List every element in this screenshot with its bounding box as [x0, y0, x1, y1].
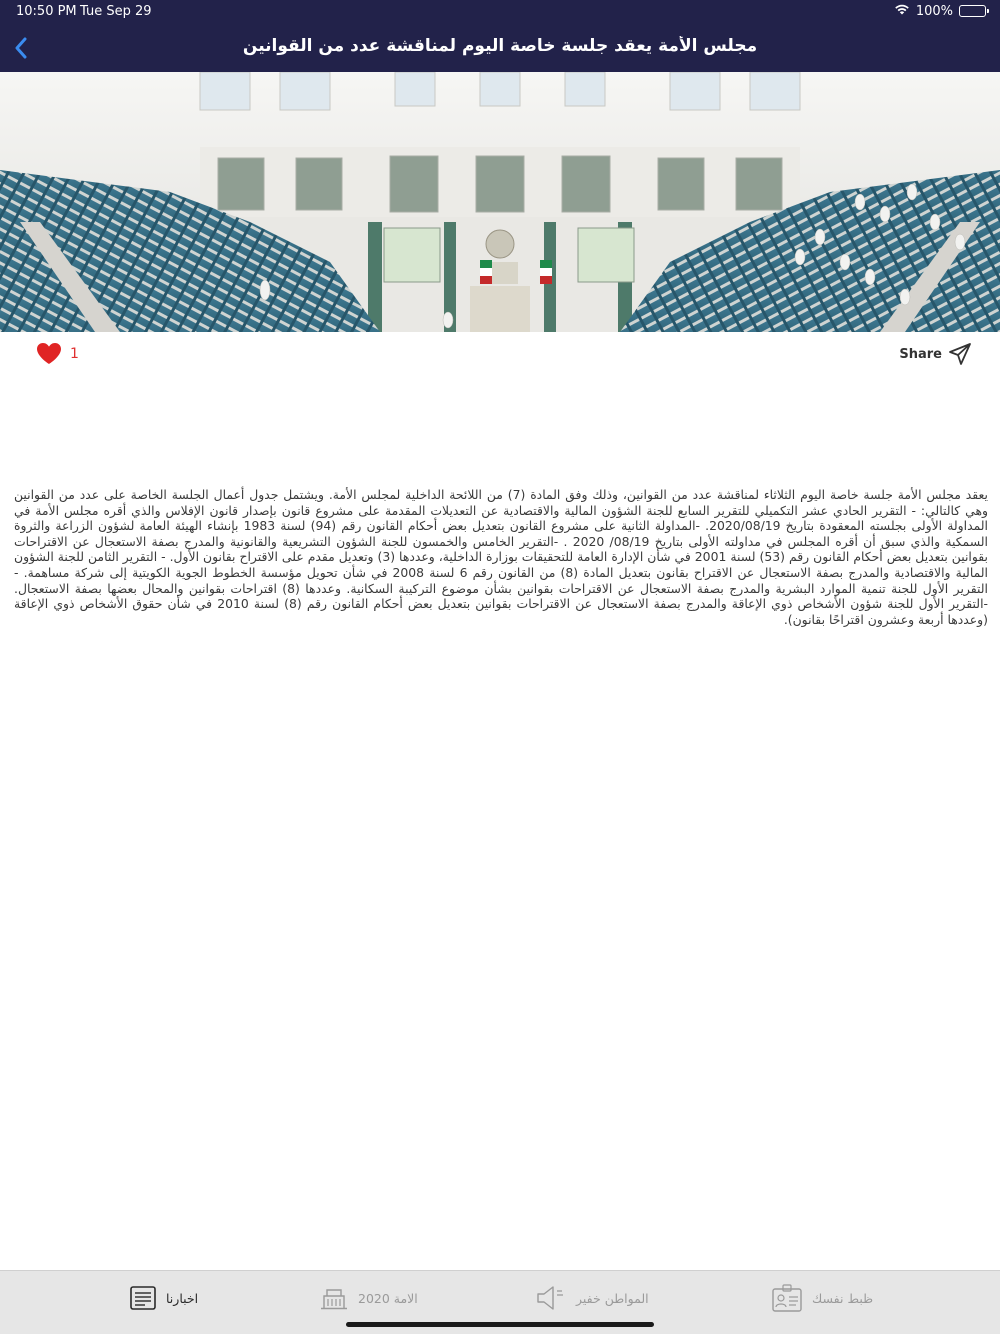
- wifi-icon: [894, 3, 910, 19]
- article-hero-image: [0, 72, 1000, 332]
- share-label: Share: [899, 346, 942, 362]
- parliament-building-icon: [320, 1286, 348, 1310]
- like-count: 1: [70, 345, 79, 362]
- status-date: Tue Sep 29: [80, 4, 152, 19]
- battery-icon: [959, 5, 986, 17]
- tab-news[interactable]: [130, 1283, 198, 1313]
- status-time: 10:50 PM: [16, 4, 77, 19]
- tab-citizen-guard[interactable]: [536, 1283, 649, 1313]
- news-list-icon: [130, 1286, 156, 1310]
- paper-plane-icon: [948, 342, 972, 366]
- status-indicators: [894, 3, 986, 19]
- tab-citizen-guard-label: المواطن خفير: [576, 1290, 649, 1306]
- chevron-left-icon: [14, 37, 28, 59]
- home-indicator[interactable]: [346, 1322, 654, 1327]
- battery-percent: 100%: [915, 3, 953, 19]
- tab-parliament-2020[interactable]: [320, 1283, 418, 1313]
- back-button[interactable]: [8, 34, 34, 62]
- tab-news-label: اخبارنا: [166, 1290, 199, 1306]
- page-title: مجلس الأمة يعقد جلسة خاصة اليوم لمناقشة عدد من القوانين: [242, 36, 758, 56]
- share-button[interactable]: [899, 342, 972, 366]
- article-actions: [0, 332, 1000, 378]
- like-button[interactable]: [36, 342, 79, 365]
- navigation-header: [0, 0, 1000, 72]
- heart-icon: [36, 342, 62, 365]
- megaphone-icon: [536, 1285, 566, 1311]
- tab-parliament-2020-label: الامة 2020: [358, 1290, 418, 1306]
- tab-control-yourself-label: ظبط نفسك: [812, 1290, 874, 1306]
- tab-control-yourself[interactable]: [772, 1283, 873, 1313]
- article-body: يعقد مجلس الأمة جلسة خاصة اليوم الثلاثاء لمناقشة عدد من القوانين، وذلك وفق المادة (7) من اللائحة الداخلية لمجلس الأمة. ويشتمل جدول أعمال الجلسة الخاصة على عدد من القوانين وهي كالتالي: - التقرير الحادي عشر التكميلي للتقرير السابع للجنة الشؤون المالية والاقتصادية عن التعديلات المقدمة على مشروع قانون بإصدار قانون الإفلاس والذي أقره مجلس الأمة في المداولة الأولى بجلسته المعقودة بتاريخ 2020/08/19. -المداولة الثانية على مشروع القانون بتعديل بعض أحكام القانون رقم (94) لسنة 1983 بإنشاء الهيئة العامة لشؤون الزراعة والثروة السمكية والذي سبق أن أقره المجلس في مداولته الأولى بتاريخ 08/19/ 2020 . -التقرير الخامس والخمسون للجنة الشؤون التشريعية والقانونية والمدرج بصفة الاستعجال عن الاقتراحات بقوانين بتعديل بعض أحكام القانون رقم (53) لسنة 2001 في شأن الإدارة العامة للتحقيقات بوزارة الداخلية، وعددها (3) وتعديل مقدم على الاقتراح بقانون الأول. - التقرير الثامن للجنة الشؤون المالية والاقتصادية والمدرج بصفة الاستعجال عن الاقتراح بقانون بتعديل المادة (8) من القانون رقم 6 لسنة 2008 في شأن تحويل مؤسسة الخطوط الجوية الكويتية إلى شركة مساهمة. - التقرير الأول للجنة تنمية الموارد البشرية والمدرج بصفة الاستعجال عن الاقتراحات بقوانين بشأن موضوع التركيبة السكانية. وعددها (8) اقتراحات بقوانين والمحال بعضها بصفة الاستعجال. -التقرير الأول للجنة شؤون الأشخاص ذوي الإعاقة والمدرج بصفة الاستعجال عن الاقتراحات بقوانين بتعديل بعض أحكام القانون رقم (8) لسنة 2010 في شأن حقوق الأشخاص ذوي الإعاقة (وعددها أربعة وعشرون اقتراحًا بقانون).: [14, 487, 988, 627]
- id-card-icon: [772, 1284, 802, 1312]
